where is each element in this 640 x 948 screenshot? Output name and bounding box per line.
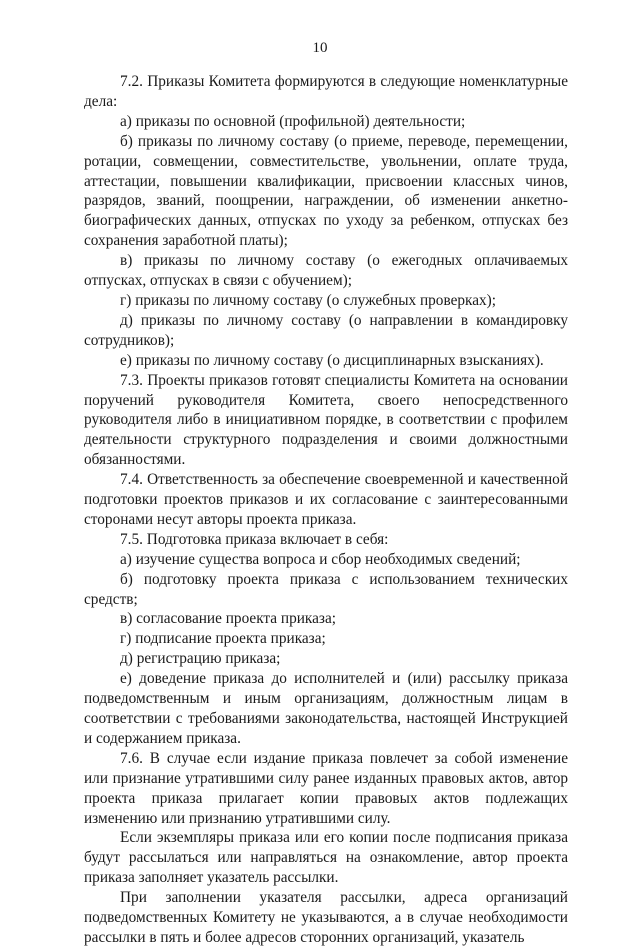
list-item-7-5-v: в) согласование проекта приказа; — [120, 610, 337, 628]
list-item-7-2-g: г) приказы по личному составу (о служебных проверках); — [120, 291, 497, 309]
list-item-7-2-e: е) приказы по личному составу (о дисциплинарных взысканиях). — [120, 351, 544, 369]
paragraph-7-6: 7.6. В случае если издание приказа повлечет за собой изменение или признание утратившими силу ранее изданных правовых актов, автор проекта приказа прилагает копии правовых актов подлежащих изменению или признанию утратившими силу. — [84, 749, 568, 827]
list-item-7-5-d: д) регистрацию приказа; — [120, 650, 281, 668]
paragraph-7-5: 7.5. Подготовка приказа включает в себя: — [120, 530, 389, 548]
list-item-7-5-a: а) изучение существа вопроса и сбор необходимых сведений; — [120, 550, 521, 568]
paragraph-7-4: 7.4. Ответственность за обеспечение своевременной и качественной подготовки проектов приказов и их согласование с заинтересованными сторонами несут авторы проекта приказа. — [84, 471, 568, 528]
list-item-7-2-d: д) приказы по личному составу (о направлении в командировку сотрудников); — [84, 311, 568, 349]
list-item-7-2-a: а) приказы по основной (профильной) деятельности; — [120, 112, 466, 130]
list-item-7-5-b: б) подготовку проекта приказа с использованием технических средств; — [84, 570, 568, 608]
list-item-7-5-g: г) подписание проекта приказа; — [120, 630, 326, 648]
paragraph-7-3: 7.3. Проекты приказов готовят специалисты Комитета на основании поручений руководителя Комитета, своего непосредственного руководителя либо в инициативном порядке, в соответствии с профилем деятельности структурного подразделения и своими должностными обязанностями. — [84, 371, 568, 469]
page-number: 10 — [312, 40, 328, 56]
paragraph-distribution: При заполнении указателя рассылки, адреса организаций подведомственных Комитету не указываются, а в случае необходимости рассылки в пять и более адресов сторонних организаций, указатель — [84, 889, 568, 946]
list-item-7-2-v: в) приказы по личному составу (о ежегодных оплачиваемых отпусках, отпусках в связи с обучением); — [84, 252, 568, 290]
list-item-7-5-e: е) доведение приказа до исполнителей и (или) рассылку приказа подведомственным и иным организациям, должностным лицам в соответствии с требованиями законодательства, настоящей Инструкцией и содержанием приказа. — [84, 670, 568, 747]
paragraph-copies: Если экземпляры приказа или его копии после подписания приказа будут рассылаться или направляться на ознакомление, автор проекта приказа заполняет указатель рассылки. — [84, 829, 568, 887]
list-item-7-2-b: б) приказы по личному составу (о приеме, переводе, перемещении, ротации, совмещении, совместительстве, увольнении, оплате труда, аттестации, повышении квалификации, присвоении классных чинов, разрядов, званий, поощрении, награждении, об изменении анкетно-биографических данных, отпусках по уходу за ребенком, отпусках без сохранения заработной платы); — [84, 132, 568, 250]
paragraph-7-2: 7.2. Приказы Комитета формируются в следующие номенклатурные дела: — [84, 73, 568, 110]
document-body — [84, 72, 568, 948]
